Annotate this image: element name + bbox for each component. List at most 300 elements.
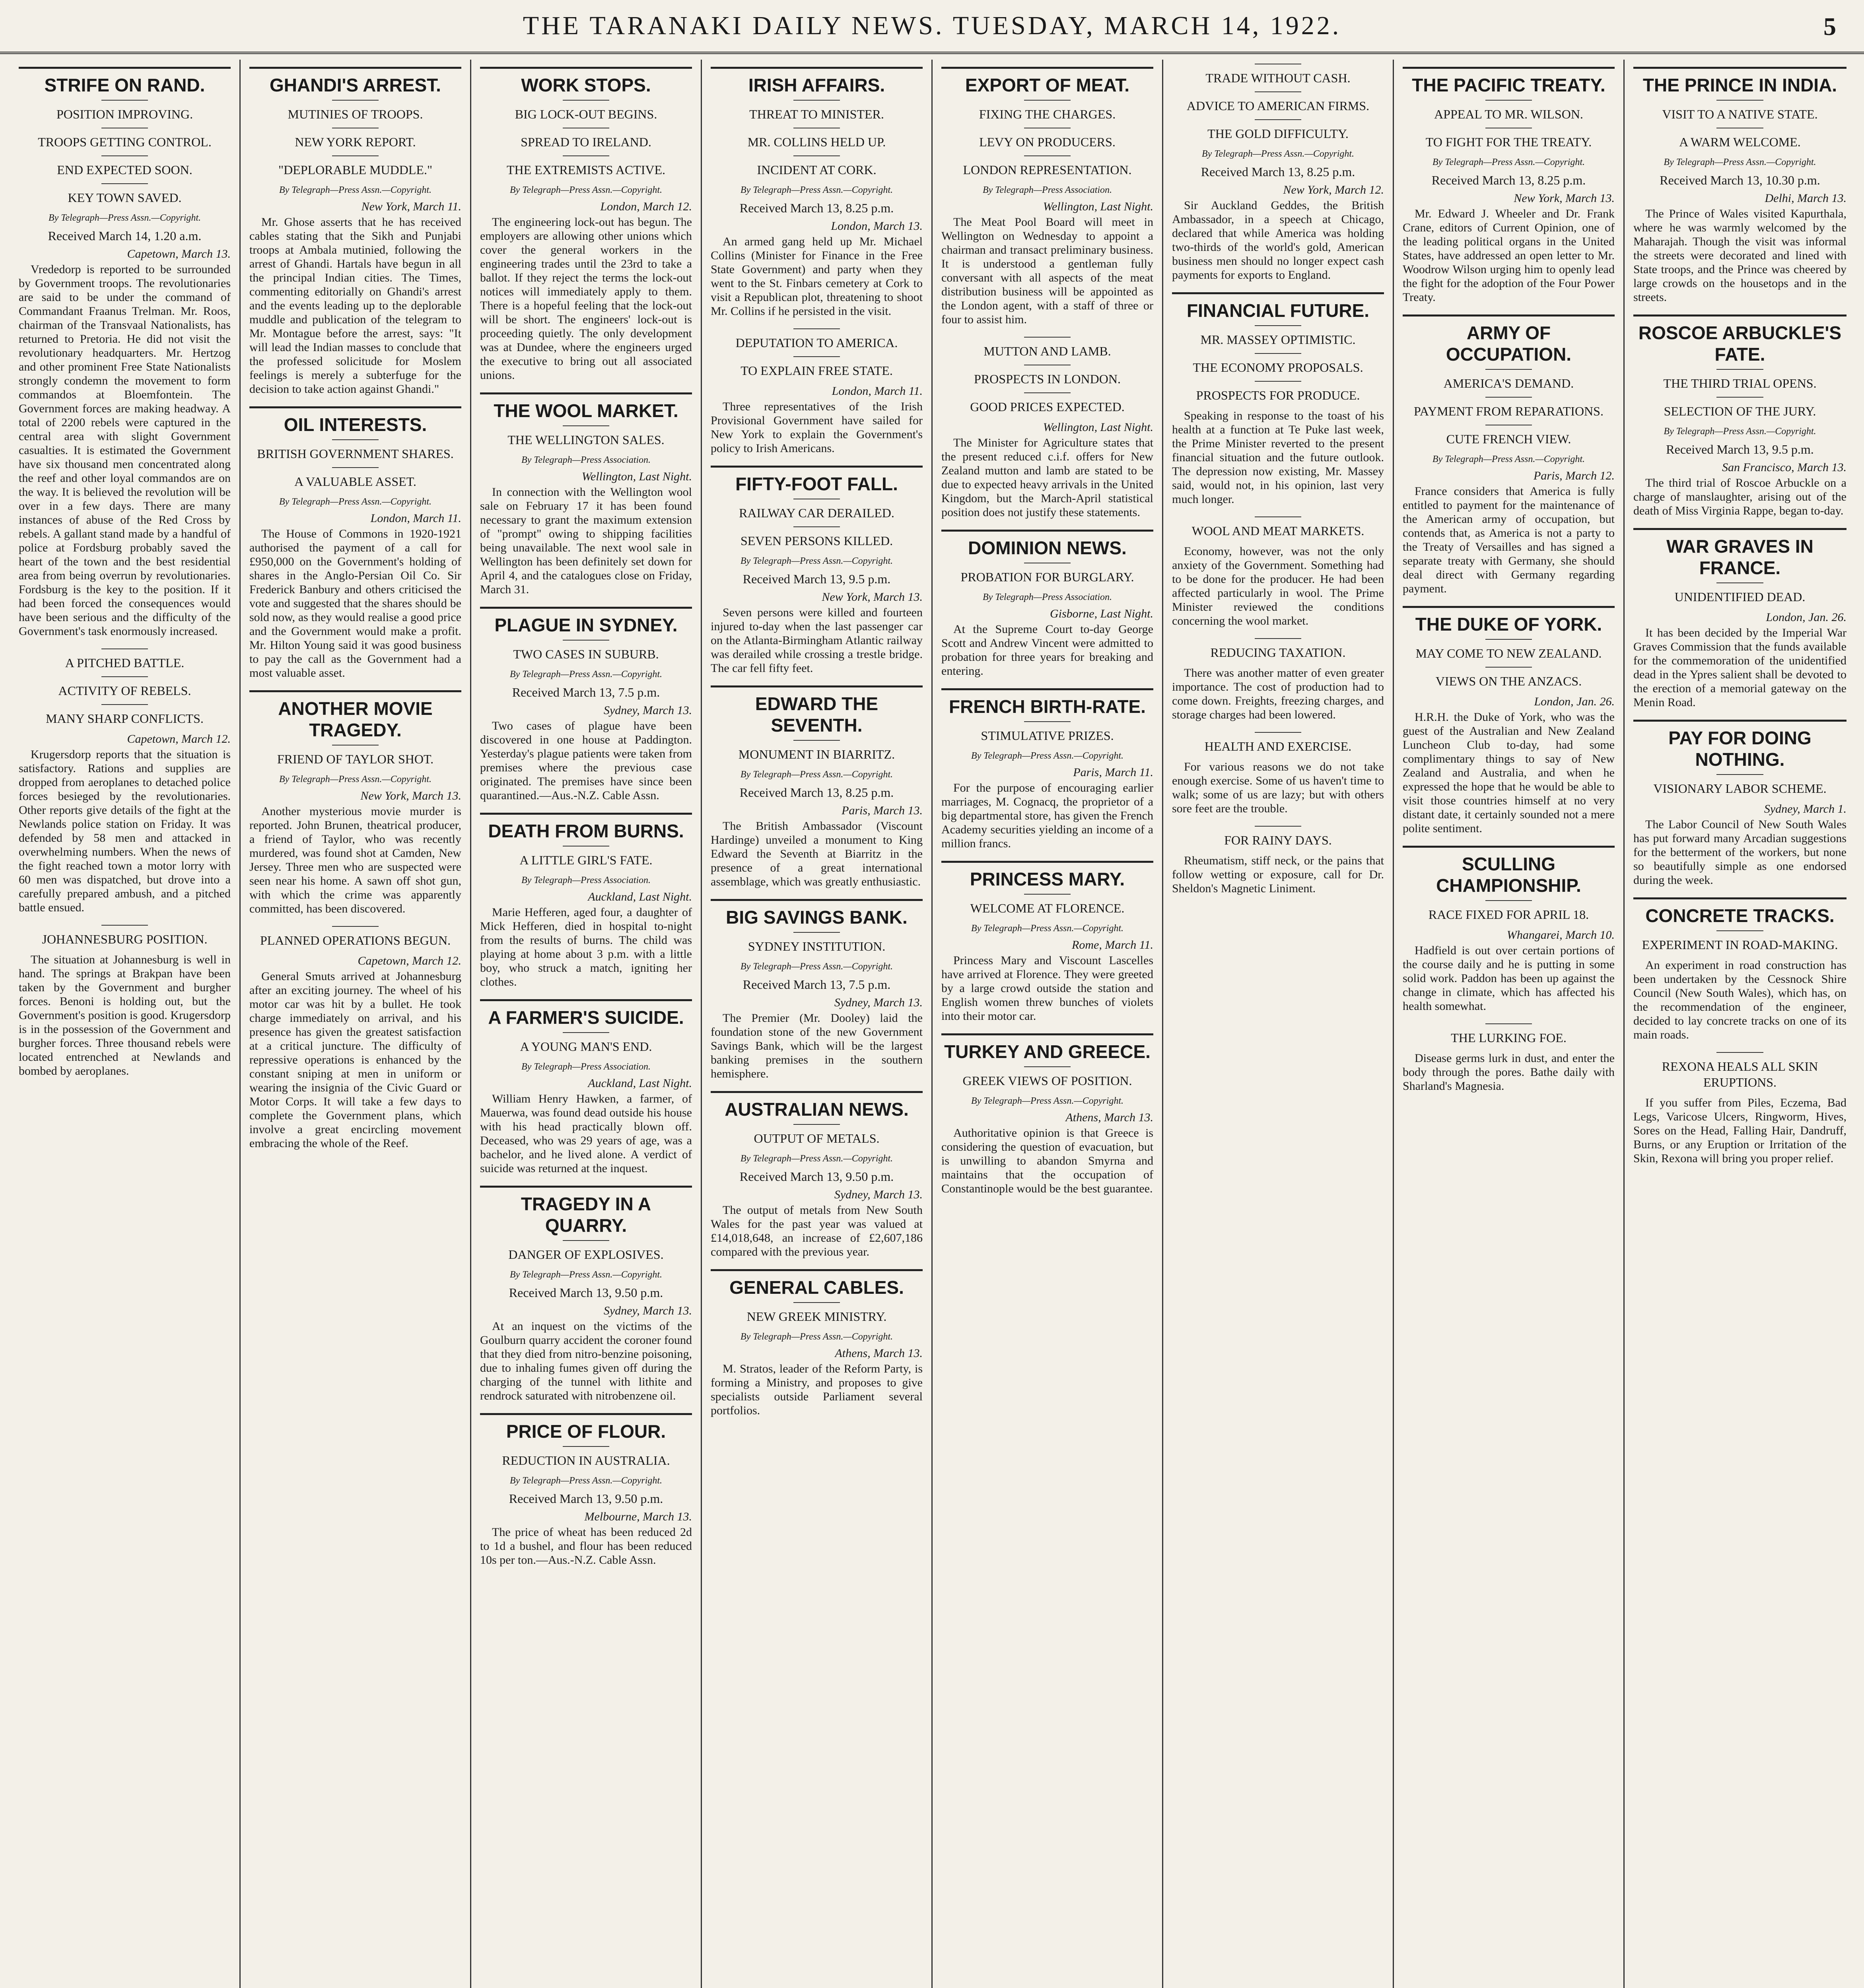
article-body: In connection with the Wellington wool sale on February 17 it has been found necessary to grant the maximum extension of "prompt" owing to shipping facilities being unavailable. The next wool sale in Wellington has been definitely set down for April 4, and the catalogues close on Friday, March 31. — [480, 485, 692, 596]
received-time: Received March 13, 9.50 p.m. — [509, 1285, 663, 1300]
subheading: THE WELLINGTON SALES. — [507, 433, 665, 447]
subheading: PROBATION FOR BURGLARY. — [960, 570, 1134, 584]
credit-line: By Telegraph—Press Assn.—Copyright. — [971, 1096, 1124, 1106]
subheading: VIEWS ON THE ANZACS. — [1435, 674, 1582, 688]
article — [480, 1413, 692, 1567]
dateline: London, March 13. — [831, 219, 923, 233]
dateline: London, March 12. — [600, 200, 692, 213]
headline: EXPORT OF MEAT. — [965, 75, 1130, 95]
divider — [101, 155, 148, 156]
article — [711, 466, 923, 675]
article-body: There was another matter of even greater importance. The cost of production had to come down. Freights, freezing charges, and storage charges had been lowered. — [1172, 666, 1384, 721]
divider — [793, 932, 840, 933]
headline: THE PACIFIC TREATY. — [1412, 75, 1605, 95]
article-body: The engineering lock-out has begun. The employers are allowing other unions which cover the general workers in the engineering trades until the 23rd to take a ballot. If they reject the terms the lock-out notices will immediately apply to them. There is a hopeful feeling that the lock-out will be short. The engineers' lock-out is proceeding quietly. The only development was at Dundee, where the engineers urged the executive to bring out all associated unions. — [480, 215, 692, 382]
dateline: Capetown, March 12. — [358, 954, 461, 967]
divider — [1255, 732, 1301, 733]
article — [711, 328, 923, 455]
dateline: Sydney, March 13. — [603, 704, 692, 717]
subheading: THE ECONOMY PROPOSALS. — [1193, 360, 1363, 375]
column-7 — [1394, 60, 1625, 1988]
headline: THE DUKE OF YORK. — [1415, 614, 1602, 635]
divider — [1716, 774, 1763, 775]
headline: PLAGUE IN SYDNEY. — [494, 615, 678, 635]
headline: ROSCOE ARBUCKLE'S FATE. — [1638, 322, 1842, 365]
subheading: PROSPECTS IN LONDON. — [974, 372, 1121, 386]
divider — [563, 640, 609, 641]
article-body: The price of wheat has been reduced 2d to 1d a bushel, and flour has been reduced 10s per ton.—Aus.-N.Z. Cable Assn. — [480, 1526, 692, 1567]
article — [1403, 1023, 1615, 1093]
divider — [793, 155, 840, 156]
received-time: Received March 13, 8.25 p.m. — [739, 201, 894, 215]
article-body: Mr. Ghose asserts that he has received cables stating that the Sikh and Punjabi troops at Ambala mutinied, following the arrest of Ghandi. Hartals have begun in all the principal Indian cities. The Times, commenting editorially on Ghandi's arrest and the events leading up to the deplorable muddle and publication of the telegram to Mr. Montague before the arrest, says: "It will lead the Indian masses to conclude that the professed solicitude for Moslem feelings is merely a subterfuge for the decision to take action against Ghandi." — [249, 215, 461, 396]
column-2 — [241, 60, 471, 1988]
received-time: Received March 13, 9.50 p.m. — [509, 1491, 663, 1506]
divider — [1255, 638, 1301, 639]
subheading: THE LURKING FOE. — [1451, 1031, 1567, 1045]
headline: OIL INTERESTS. — [284, 414, 427, 435]
subheading: POSITION IMPROVING. — [56, 107, 193, 121]
dateline: London, Jan. 26. — [1534, 695, 1615, 708]
article-body: General Smuts arrived at Johannesburg after an exciting journey. The wheel of his motor car was hit by a bullet. He took charge immediately on arrival, and his presence has given the greatest satisfaction at a critical juncture. The difficulty of repressive operations is enhanced by the constant sniping at men in uniform or wearing the insignia of the Civic Guard or Motor Corps. It will take a few days to complete the Government plans, which involve a great encircling movement embracing the whole of the Reef. — [249, 970, 461, 1150]
article-body: The output of metals from New South Wales for the past year was valued at £14,018,648, an increase of £2,607,186 compared with the previous year. — [711, 1204, 923, 1258]
article-body: Rheumatism, stiff neck, or the pains that follow wetting or exposure, call for Dr. Sheldon's Magnetic Liniment. — [1172, 854, 1384, 895]
dateline: New York, March 13. — [822, 590, 923, 604]
article — [711, 1269, 923, 1417]
article — [249, 690, 461, 916]
divider — [1255, 516, 1301, 517]
column-rule — [1403, 315, 1615, 316]
credit-line: By Telegraph—Press Assn.—Copyright. — [740, 556, 893, 566]
article-body: The Labor Council of New South Wales has put forward many Arcadian suggestions for the betterment of the workers, but none so beautifully simple as one endorsed during the week. — [1633, 818, 1847, 887]
subheading: GREEK VIEWS OF POSITION. — [962, 1074, 1132, 1088]
column-rule — [941, 530, 1153, 532]
article-body: William Henry Hawken, a farmer, of Mauerwa, was found dead outside his house with his head practically blown off. Deceased, who was 29 years of age, was a bachelor, and he lived alone. A verdict of suicide was returned at the inquest. — [480, 1092, 692, 1175]
headline: FRENCH BIRTH-RATE. — [949, 696, 1146, 717]
subheading: TWO CASES IN SUBURB. — [513, 647, 659, 661]
article — [941, 861, 1153, 1023]
subheading: TROOPS GETTING CONTROL. — [38, 135, 212, 149]
credit-line: By Telegraph—Press Association. — [982, 185, 1112, 195]
subheading: ACTIVITY OF REBELS. — [58, 683, 191, 698]
credit-line: By Telegraph—Press Association. — [521, 455, 651, 465]
dateline: Wellington, Last Night. — [1043, 421, 1153, 434]
headline: ANOTHER MOVIE TRAGEDY. — [278, 698, 433, 740]
article-body: Speaking in response to the toast of his health at a function at Te Puke last week, the Prime Minister reverted to the present financial situation and the future outlook. The depression now existing, Mr. Massey said, would not, in his opinion, last very much longer. — [1172, 409, 1384, 506]
column-6 — [1163, 60, 1394, 1988]
divider — [1024, 337, 1071, 338]
dateline: London, Jan. 26. — [1766, 611, 1847, 624]
divider — [1255, 381, 1301, 382]
headline: FINANCIAL FUTURE. — [1186, 300, 1370, 321]
subheading: END EXPECTED SOON. — [57, 163, 192, 177]
divider — [1024, 392, 1071, 393]
article-body: If you suffer from Piles, Eczema, Bad Legs, Varicose Ulcers, Ringworm, Hives, Sores on the Head, Falling Hair, Dandruff, Burns, or any Eruption or Irritation of the Skin, Rexona will bring you proper relief. — [1633, 1096, 1847, 1165]
received-time: Received March 13, 7.5 p.m. — [512, 685, 660, 699]
subheading: THE EXTREMISTS ACTIVE. — [506, 163, 666, 177]
column-rule — [941, 688, 1153, 690]
column-4 — [702, 60, 933, 1988]
received-time: Received March 14, 1.20 a.m. — [48, 229, 202, 243]
article-body: The situation at Johannesburg is well in hand. The springs at Brakpan have been taken by the Government and burgher forces. Benoni is holding out, but the Government's position is good. Krugersdorp is in the possession of the Government and burgher forces. Three thousand rebels were located entrenched at Newlands and bombed by aeroplanes. — [19, 953, 231, 1077]
divider — [1255, 353, 1301, 354]
column-rule — [711, 1091, 923, 1093]
column-3 — [471, 60, 702, 1988]
dateline: Gisborne, Last Night. — [1050, 607, 1153, 620]
credit-line: By Telegraph—Press Association. — [521, 875, 651, 885]
article — [711, 67, 923, 318]
column-rule — [480, 392, 692, 394]
article-body: Seven persons were killed and fourteen injured to-day when the last passenger car on the Atlanta-Birmingham Atlantic railway was derailed while crossing a trestle bridge. The car fell fifty feet. — [711, 606, 923, 675]
column-rule — [480, 999, 692, 1001]
article-body: Economy, however, was not the only anxiety of the Government. Something had to be done for the producer. He had been affected particularly in wool. The Prime Minister reviewed the conditions concerning the wool market. — [1172, 545, 1384, 627]
article-body: For the purpose of encouraging earlier marriages, M. Cognacq, the proprietor of a big departmental store, has given the French Academy securities yielding an income of a million francs. — [941, 781, 1153, 850]
credit-line: By Telegraph—Press Assn.—Copyright. — [1432, 454, 1585, 464]
subheading: A LITTLE GIRL'S FATE. — [519, 853, 653, 867]
divider — [793, 356, 840, 357]
article — [480, 813, 692, 989]
article — [1633, 528, 1847, 709]
divider — [332, 155, 379, 156]
divider — [332, 439, 379, 440]
column-rule — [711, 685, 923, 687]
newspaper-title: THE TARANAKI DAILY NEWS. TUESDAY, MARCH 14, 1922. — [523, 11, 1341, 40]
article — [249, 406, 461, 680]
column-rule — [711, 899, 923, 901]
article — [1403, 315, 1615, 596]
article — [941, 67, 1153, 326]
headline: A FARMER'S SUICIDE. — [488, 1007, 684, 1028]
divider — [1485, 1023, 1532, 1024]
received-time: Received March 13, 8.25 p.m. — [1201, 165, 1355, 179]
article-body: Krugersdorp reports that the situation is satisfactory. Rations and supplies are dropped from aeroplanes to detached police forces besieged by the revolutionaries. Other reports give details of the fight at the Newlands police station on Friday. It was defended by 58 men and attacked in overwhelming numbers. When the news of the fight reached town a motor lorry with 60 men was dispatched, but drove into a carefully prepared ambush, and a pitched battle ensued. — [19, 748, 231, 914]
article — [1633, 897, 1847, 1042]
divider — [332, 745, 379, 746]
column-1 — [10, 60, 241, 1988]
article — [1633, 720, 1847, 887]
article-body: The third trial of Roscoe Arbuckle on a charge of manslaughter, arising out of the death of Miss Virginia Rappe, began to-day. — [1633, 476, 1847, 517]
article-body: Three representatives of the Irish Provisional Government have sailed for New York to explain the Government's policy to Irish Americans. — [711, 400, 923, 455]
credit-line: By Telegraph—Press Assn.—Copyright. — [1664, 426, 1816, 437]
credit-line: By Telegraph—Press Assn.—Copyright. — [740, 961, 893, 972]
subheading: CUTE FRENCH VIEW. — [1446, 432, 1571, 446]
subheading: FRIEND OF TAYLOR SHOT. — [277, 752, 434, 766]
subheading: KEY TOWN SAVED. — [68, 190, 182, 205]
divider — [1024, 100, 1071, 101]
subheading: RAILWAY CAR DERAILED. — [739, 506, 894, 520]
credit-line: By Telegraph—Press Assn.—Copyright. — [279, 497, 432, 507]
credit-line: By Telegraph—Press Assn.—Copyright. — [279, 774, 432, 784]
column-rule — [1403, 846, 1615, 848]
divider — [1485, 100, 1532, 101]
column-5 — [933, 60, 1163, 1988]
dateline: Athens, March 13. — [1065, 1111, 1153, 1124]
subheading: A VALUABLE ASSET. — [294, 474, 416, 489]
article — [19, 648, 231, 914]
article — [711, 685, 923, 889]
headline: DOMINION NEWS. — [968, 538, 1127, 558]
headline: PRINCESS MARY. — [970, 869, 1125, 889]
divider — [563, 1032, 609, 1033]
article — [480, 392, 692, 596]
columns — [10, 60, 1855, 1988]
divider — [1255, 91, 1301, 92]
subheading: SPREAD TO IRELAND. — [521, 135, 651, 149]
dateline: Paris, March 13. — [842, 804, 923, 817]
headline: GHANDI'S ARREST. — [270, 75, 441, 95]
subheading: MONUMENT IN BIARRITZ. — [738, 747, 895, 761]
subheading: REDUCTION IN AUSTRALIA. — [502, 1453, 670, 1468]
divider — [793, 1124, 840, 1125]
credit-line: By Telegraph—Press Assn.—Copyright. — [1664, 157, 1816, 167]
divider — [1485, 639, 1532, 640]
dateline: New York, March 11. — [361, 200, 461, 213]
dateline: Whangarei, March 10. — [1506, 928, 1615, 942]
credit-line: By Telegraph—Press Assn.—Copyright. — [740, 185, 893, 195]
divider — [1716, 930, 1763, 931]
divider — [1716, 582, 1763, 583]
article-body: Princess Mary and Viscount Lascelles have arrived at Florence. They were greeted by a large crowd outside the station and English women threw bunches of violets into their motor car. — [941, 954, 1153, 1023]
article — [711, 899, 923, 1081]
dateline: San Francisco, March 13. — [1722, 461, 1847, 474]
column-rule — [1633, 897, 1847, 899]
headline: PRICE OF FLOUR. — [506, 1421, 666, 1442]
article — [1403, 606, 1615, 835]
article — [1633, 1052, 1847, 1165]
received-time: Received March 13, 8.25 p.m. — [739, 785, 894, 800]
divider — [1024, 1066, 1071, 1067]
credit-line: By Telegraph—Press Assn.—Copyright. — [971, 751, 1124, 761]
column-rule — [480, 1186, 692, 1188]
column-rule — [480, 67, 692, 69]
article — [941, 337, 1153, 519]
column-rule — [711, 67, 923, 69]
article — [19, 67, 231, 638]
headline: GENERAL CABLES. — [729, 1277, 904, 1298]
article-body: At the Supreme Court to-day George Scott and Andrew Vincent were admitted to probation for three years for breaking and entering. — [941, 623, 1153, 678]
subheading: "DEPLORABLE MUDDLE." — [278, 163, 432, 177]
article — [1172, 292, 1384, 506]
headline: PAY FOR DOING NOTHING. — [1668, 728, 1812, 770]
dateline: Sydney, March 13. — [603, 1304, 692, 1317]
headline: BIG SAVINGS BANK. — [726, 907, 908, 928]
divider — [1485, 900, 1532, 901]
credit-line: By Telegraph—Press Assn.—Copyright. — [740, 769, 893, 780]
column-8 — [1625, 60, 1855, 1988]
article-body: An armed gang held up Mr. Michael Collins (Minister for Finance in the Free State Government) and party when they went to the St. Finbars cemetery at Cork to visit a Republican plot, threatening to shoot Mr. Collins if he persisted in the visit. — [711, 235, 923, 318]
column-rule — [941, 1033, 1153, 1035]
divider — [101, 183, 148, 184]
credit-line: By Telegraph—Press Assn.—Copyright. — [1432, 157, 1585, 167]
headline: AUSTRALIAN NEWS. — [725, 1099, 909, 1120]
dateline: Paris, March 12. — [1534, 469, 1615, 482]
subheading: LONDON REPRESENTATION. — [963, 163, 1132, 177]
article-body: Disease germs lurk in dust, and enter the body through the pores. Bathe daily with Sharland's Magnesia. — [1403, 1052, 1615, 1093]
column-rule — [1403, 67, 1615, 69]
headline: TURKEY AND GREECE. — [944, 1041, 1151, 1062]
article-body: Sir Auckland Geddes, the British Ambassador, in a speech at Chicago, declared that while America was holding two-thirds of the world's gold, American business men should no longer expect cash payments for exports to England. — [1172, 199, 1384, 282]
divider — [563, 100, 609, 101]
dateline: Sydney, March 13. — [834, 1188, 923, 1201]
subheading: DEPUTATION TO AMERICA. — [735, 336, 898, 350]
subheading: JOHANNESBURG POSITION. — [42, 932, 208, 946]
article — [1633, 315, 1847, 518]
divider — [563, 425, 609, 426]
divider — [1716, 1052, 1763, 1053]
article-body: The Minister for Agriculture states that the present reduced c.i.f. offers for New Zealand mutton and lamb are stated to be due to expected heavy arrivals in the United Kingdom, but the March-April statistical position does not justify these statements. — [941, 436, 1153, 519]
column-rule — [1633, 315, 1847, 316]
column-rule — [711, 466, 923, 468]
subheading: PROSPECTS FOR PRODUCE. — [1196, 388, 1360, 402]
subheading: GOOD PRICES EXPECTED. — [970, 400, 1125, 414]
subheading: A WARM WELCOME. — [1679, 135, 1801, 149]
article — [1403, 846, 1615, 1013]
column-rule — [249, 690, 461, 692]
dateline: Auckland, Last Night. — [588, 890, 692, 903]
divider — [1024, 721, 1071, 722]
article — [480, 1186, 692, 1403]
credit-line: By Telegraph—Press Assn.—Copyright. — [48, 213, 201, 223]
subheading: FIXING THE CHARGES. — [979, 107, 1116, 121]
article-body: The British Ambassador (Viscount Hardinge) unveiled a monument to King Edward the Seventh at Biarritz in the presence of a great international assemblage, which was greatly enthusiastic. — [711, 819, 923, 888]
divider — [1716, 369, 1763, 370]
divider — [563, 1446, 609, 1447]
received-time: Received March 13, 9.5 p.m. — [1666, 442, 1814, 456]
dateline: Athens, March 13. — [835, 1347, 923, 1360]
credit-line: By Telegraph—Press Assn.—Copyright. — [509, 669, 663, 679]
subheading: A PITCHED BATTLE. — [65, 656, 185, 670]
dateline: London, March 11. — [832, 384, 923, 398]
column-rule — [1172, 292, 1384, 294]
subheading: WELCOME AT FLORENCE. — [970, 901, 1125, 915]
article-body: It has been decided by the Imperial War Graves Commission that the funds available for the commemoration of the unidentified dead in the Ypres salient shall be devoted to the erection of a memorial gateway on the Menin Road. — [1633, 626, 1847, 709]
column-rule — [1633, 720, 1847, 722]
divider — [1485, 397, 1532, 398]
credit-line: By Telegraph—Press Assn.—Copyright. — [509, 185, 663, 195]
divider — [1024, 155, 1071, 156]
article-body: The Meat Pool Board will meet in Wellington on Wednesday to appoint a chairman and transact preliminary business. It is understood a gentleman fully conversant with all aspects of the meat distribution business will be appointed as the London agent, with a staff of three or four to assist him. — [941, 215, 1153, 326]
article — [1172, 638, 1384, 722]
headline: ARMY OF OCCUPATION. — [1446, 322, 1572, 365]
divider — [101, 704, 148, 705]
divider — [793, 328, 840, 329]
article — [1403, 67, 1615, 304]
column-rule — [480, 813, 692, 815]
article-body: Mr. Edward J. Wheeler and Dr. Frank Crane, editors of Current Opinion, one of the leading political organs in the United States, have addressed an open letter to Mr. Woodrow Wilson urging him to openly lead the fight for the adoption of the Four Power Treaty. — [1403, 207, 1615, 304]
article-body: Two cases of plague have been discovered in one house at Paddington. Yesterday's plague patients were taken from premises where the previous case originated. The premises have since been quarantined.—Aus.-N.Z. Cable Assn. — [480, 719, 692, 802]
subheading: UNIDENTIFIED DEAD. — [1674, 590, 1806, 604]
dateline: London, March 11. — [370, 512, 461, 525]
article — [941, 530, 1153, 678]
article — [480, 999, 692, 1175]
article-body: The Premier (Mr. Dooley) laid the foundation stone of the new Government Savings Bank, which will be the largest banking premises in the southern hemisphere. — [711, 1011, 923, 1080]
column-rule — [941, 861, 1153, 863]
article-body: At an inquest on the victims of the Goulburn quarry accident the coroner found that they died from nitro-benzine poisoning, due to inhaling fumes given off during the charging of the tunnel with lithite and rendrock saturated with nitrobenzene oil. — [480, 1320, 692, 1402]
dateline: Paris, March 11. — [1073, 766, 1153, 779]
article-body: The House of Commons in 1920-1921 authorised the payment of a call for £950,000 on the Government's holding of shares in the Anglo-Persian Oil Co. Sir Frederick Banbury and others criticised the vote and suggested that the shares should be sold now, as they would realise a good price and the Government would make a profit. Mr. Hilton Young said it was good business to pay the call as the Government had a most valuable asset. — [249, 527, 461, 679]
article — [249, 67, 461, 396]
article — [711, 1091, 923, 1259]
article — [1172, 826, 1384, 895]
subheading: NEW YORK REPORT. — [295, 135, 416, 149]
headline: WAR GRAVES IN FRANCE. — [1666, 536, 1813, 578]
received-time: Received March 13, 7.5 p.m. — [742, 977, 891, 992]
dateline: Rome, March 11. — [1072, 938, 1153, 951]
page-number: 5 — [1823, 12, 1836, 41]
divider — [101, 676, 148, 677]
divider — [1485, 369, 1532, 370]
subheading: EXPERIMENT IN ROAD-MAKING. — [1642, 938, 1838, 952]
subheading: ADVICE TO AMERICAN FIRMS. — [1186, 99, 1370, 113]
divider — [793, 740, 840, 741]
column-rule — [19, 67, 231, 69]
received-time: Received March 13, 8.25 p.m. — [1431, 173, 1586, 187]
credit-line: By Telegraph—Press Assn.—Copyright. — [1201, 149, 1355, 159]
dateline: New York, March 13. — [1514, 192, 1615, 205]
divider — [793, 100, 840, 101]
subheading: LEVY ON PRODUCERS. — [979, 135, 1116, 149]
article — [941, 688, 1153, 850]
divider — [793, 526, 840, 527]
article — [249, 926, 461, 1150]
headline: DEATH FROM BURNS. — [488, 821, 684, 841]
column-rule — [1403, 606, 1615, 608]
received-time: Received March 13, 9.50 p.m. — [739, 1169, 894, 1184]
credit-line: By Telegraph—Press Assn.—Copyright. — [509, 1270, 663, 1280]
subheading: VISIT TO A NATIVE STATE. — [1662, 107, 1818, 121]
divider — [1255, 325, 1301, 326]
subheading: THE GOLD DIFFICULTY. — [1207, 126, 1349, 141]
subheading: REDUCING TAXATION. — [1210, 645, 1346, 660]
subheading: DANGER OF EXPLOSIVES. — [508, 1247, 664, 1262]
subheading: TO EXPLAIN FREE STATE. — [741, 363, 893, 378]
divider — [332, 926, 379, 927]
credit-line: By Telegraph—Press Assn.—Copyright. — [971, 923, 1124, 934]
column-rule — [480, 1413, 692, 1415]
subheading: MUTINIES OF TROOPS. — [288, 107, 423, 121]
article — [480, 67, 692, 382]
divider — [101, 648, 148, 649]
subheading: SEVEN PERSONS KILLED. — [740, 534, 893, 548]
divider — [1716, 100, 1763, 101]
subheading: MAY COME TO NEW ZEALAND. — [1415, 646, 1602, 660]
subheading: FOR RAINY DAYS. — [1224, 833, 1332, 847]
column-rule — [711, 1269, 923, 1271]
divider — [563, 1240, 609, 1241]
subheading: PLANNED OPERATIONS BEGUN. — [260, 933, 451, 947]
subheading: RACE FIXED FOR APRIL 18. — [1428, 907, 1589, 922]
subheading: A YOUNG MAN'S END. — [520, 1039, 652, 1054]
credit-line: By Telegraph—Press Assn.—Copyright. — [740, 1153, 893, 1164]
column-rule — [1633, 528, 1847, 530]
subheading: MR. COLLINS HELD UP. — [747, 135, 886, 149]
divider — [1716, 397, 1763, 398]
masthead — [0, 0, 1864, 54]
dateline: Capetown, March 12. — [127, 732, 231, 746]
subheading: AMERICA'S DEMAND. — [1443, 376, 1574, 390]
divider — [563, 155, 609, 156]
column-rule — [249, 406, 461, 408]
divider — [101, 100, 148, 101]
subheading: THE THIRD TRIAL OPENS. — [1663, 376, 1817, 390]
article-body: Authoritative opinion is that Greece is considering the question of evacuation, but is unwilling to abandon Smyrna and maintains that the occupation of Constantinople would be the best guarantee. — [941, 1126, 1153, 1195]
subheading: VISIONARY LABOR SCHEME. — [1653, 781, 1827, 796]
article-body: For various reasons we do not take enough exercise. Some of us haven't time to walk; some of us are lazy; but with others sore feet are the trouble. — [1172, 760, 1384, 815]
article-body: H.R.H. the Duke of York, who was the guest of the Australian and New Zealand Luncheon Club to-day, had some complimentary things to say of New Zealand and Australia, and when he expressed the hope that he would be able to visit those countries himself at no very distant date, it certainly sounded not a mere polite sentiment. — [1403, 711, 1615, 835]
article — [1633, 67, 1847, 304]
divider — [101, 925, 148, 926]
article-body: Vrededorp is reported to be surrounded by Government troops. The revolutionaries are said to be under the command of Commandant Fraanus Trelman. Mr. Roos, chairman of the Transvaal Nationalists, has returned to Pretoria. He did not visit the revolutionary headquarters. Mr. Hertzog and other prominent Free State Nationalists strongly condemn the movement to form commandos at Bloemfontein. The Government forces are making headway. A total of 2200 rebels were captured in the central area with slight Government casualties. It is estimated the Government have six thousand men concentrated along the reef and other loyal commandos are on the way. It is believed the revolution will be over in a few days. There are many instances of abuse of the Red Cross by rebels. A gallant stand made by a handful of police at Fordsburg probably saved the heart of the town and the best residential area from being overrun by revolutionaries. Fordsburg is the key to the position. If it had been forced the consequences would have been serious and the difficulty of the Government's task enormously increased. — [19, 263, 231, 638]
